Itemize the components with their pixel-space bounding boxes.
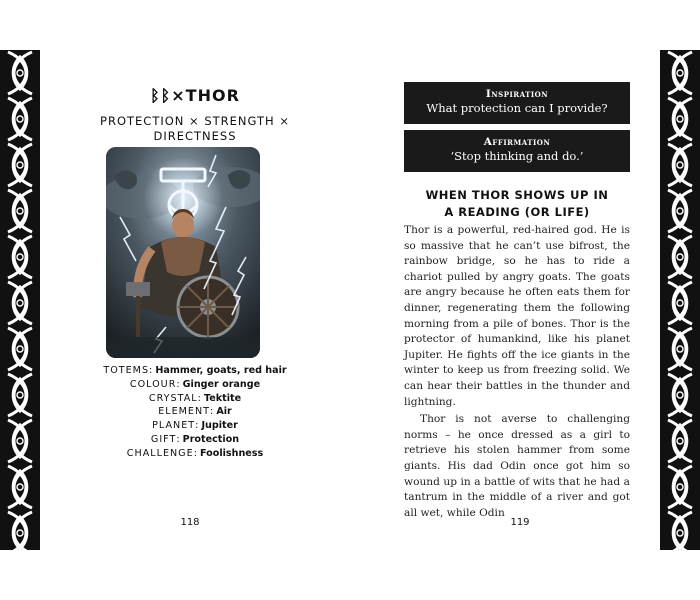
attribute-planet: PLANET: Jupiter xyxy=(152,420,238,432)
celtic-knot-border-icon xyxy=(0,50,40,550)
attribute-totems: TOTEMS: Hammer, goats, red hair xyxy=(103,365,287,376)
card-title: ᛒᛒ×THOR xyxy=(150,86,240,105)
celtic-knot-border-right xyxy=(660,50,700,550)
thor-card-illustration-icon xyxy=(106,147,260,358)
celtic-knot-border-icon xyxy=(660,50,700,550)
attribute-challenge: CHALLENGE: Foolishness xyxy=(126,447,264,459)
inspiration-title: Inspiration xyxy=(485,88,549,100)
left-page xyxy=(40,50,350,550)
card-attributes-list xyxy=(80,364,310,461)
body-text xyxy=(404,223,630,523)
inspiration-text: What protection can I provide? xyxy=(426,101,608,115)
affirmation-text: ‘Stop thinking and do.’ xyxy=(450,149,584,163)
affirmation-box xyxy=(404,130,630,172)
paragraph-2: Thor is not averse to challenging norms – he once dressed as a girl to retrieve his stolen hammer from some giants. His dad Odin once got him so wound up in a battle of wits that he had a tantrum in the middle of a river and got all wet, while Odin xyxy=(404,413,630,519)
attribute-colour: COLOUR: Ginger orange xyxy=(129,378,261,390)
inspiration-box xyxy=(404,82,630,124)
attribute-gift: GIFT: Protection xyxy=(150,433,240,445)
page-number-left: 118 xyxy=(180,517,200,528)
right-page xyxy=(352,50,658,550)
page-number-right: 119 xyxy=(510,517,530,528)
attribute-element: ELEMENT: Air xyxy=(158,406,232,418)
attribute-crystal: CRYSTAL: Tektite xyxy=(148,392,242,404)
section-heading: WHEN THOR SHOWS UP IN A READING (OR LIFE) xyxy=(425,188,609,219)
book-spread xyxy=(0,50,700,550)
paragraph-1: Thor is a powerful, red-haired god. He is so massive that he can’t use bifrost, the rainbow bridge, so he has to ride a chariot pulled by angry goats. The goats are angry because he often eats them for dinner, regenerating them the following morning from a pile of bones. Thor is the protector of humankind, like his planet Jupiter. He fights off the ice giants in the winter to keep us from freezing solid. We can hear their battles in the thunder and lightning. xyxy=(404,224,630,408)
celtic-knot-border-left xyxy=(0,50,40,550)
card-keywords: PROTECTION × STRENGTH × DIRECTNESS xyxy=(100,114,290,143)
affirmation-title: Affirmation xyxy=(483,136,551,148)
thor-card-illustration xyxy=(106,147,260,358)
